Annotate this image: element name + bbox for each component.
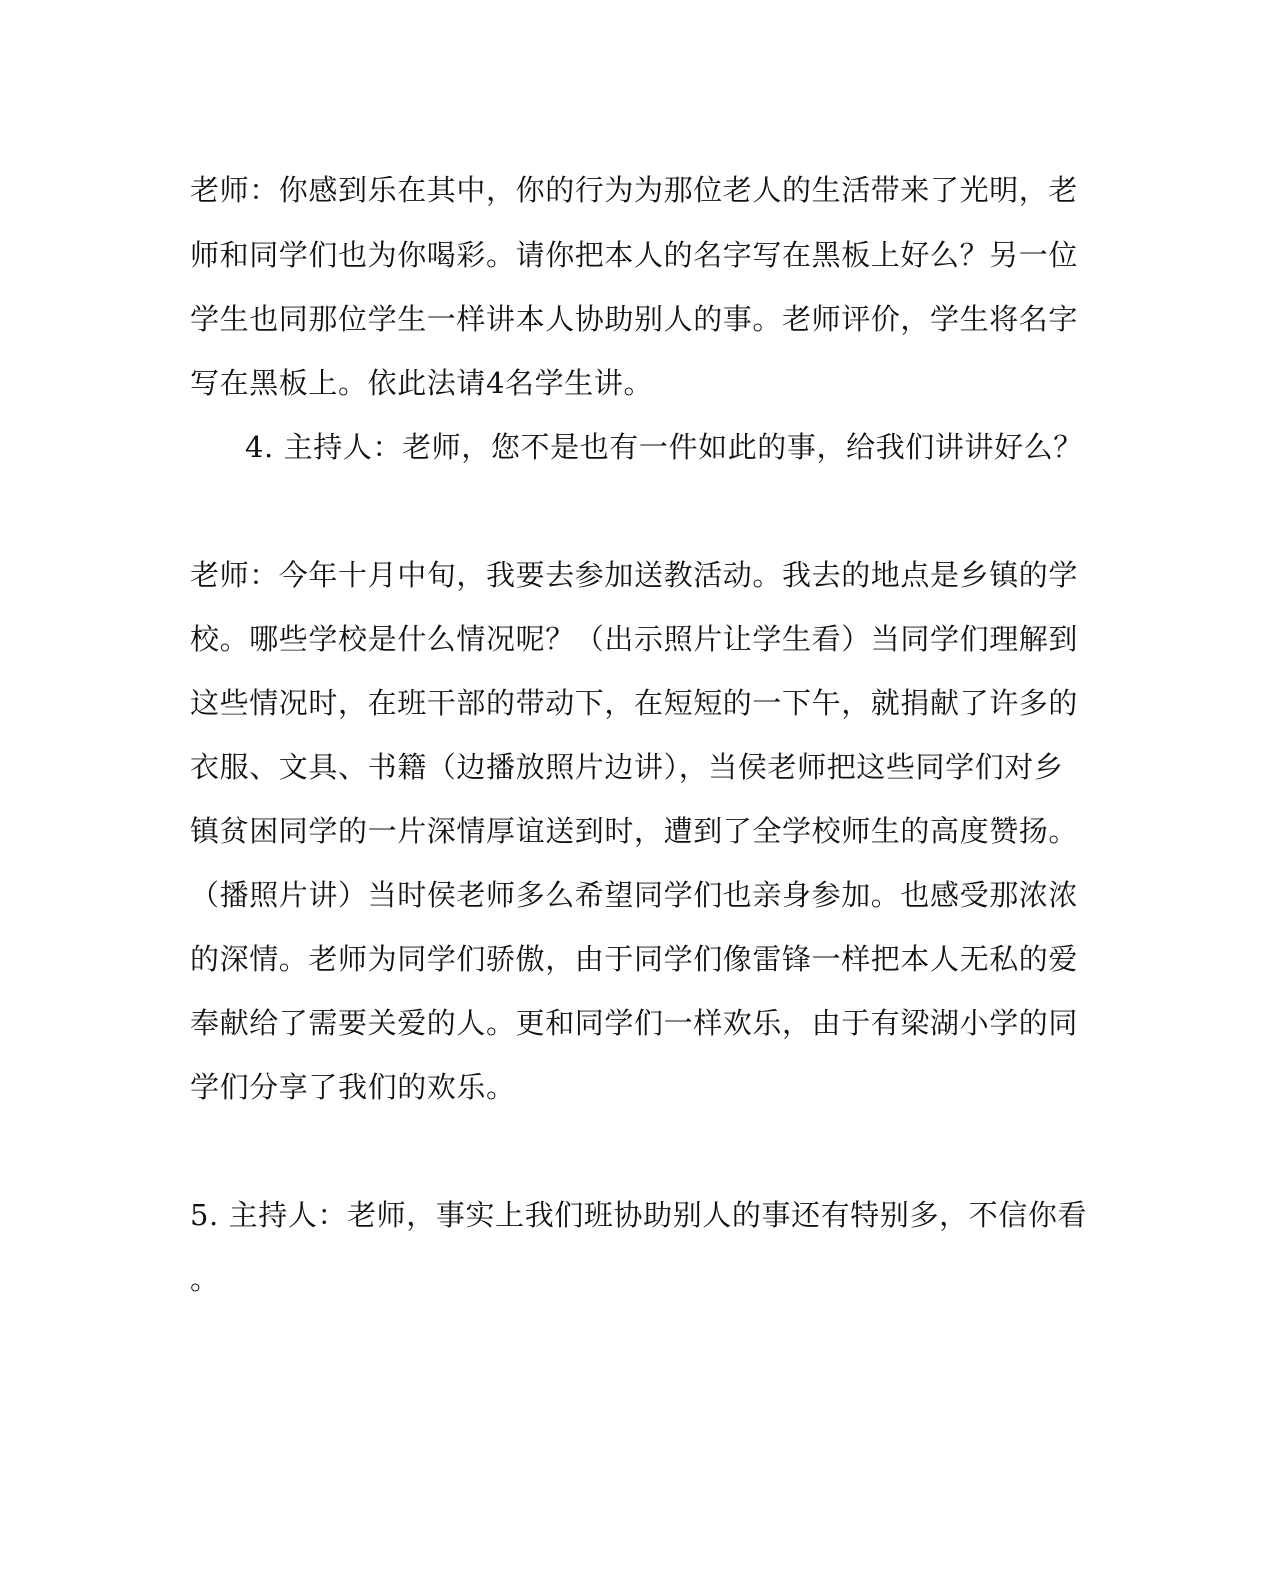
text-line: 奉献给了需要关爱的人。更和同学们一样欢乐，由于有梁湖小学的同: [190, 1006, 1079, 1040]
text-line: 衣服、文具、书籍（边播放照片边讲），当侯老师把这些同学们对乡: [190, 750, 1064, 784]
text-line: 5. 主持人：老师，事实上我们班协助别人的事还有特别多，不信你看: [190, 1198, 1088, 1232]
text-line: 这些情况时，在班干部的带动下，在短短的一下午，就捐献了许多的: [190, 686, 1079, 720]
text-line: 师和同学们也为你喝彩。请你把本人的名字写在黑板上好么？另一位: [190, 238, 1079, 272]
text-line: 老师：你感到乐在其中，你的行为为那位老人的生活带来了光明，老: [190, 173, 1079, 207]
text-line: 镇贫困同学的一片深情厚谊送到时，遭到了全学校师生的高度赞扬。: [190, 814, 1079, 848]
text-line: 学生也同那位学生一样讲本人协助别人的事。老师评价，学生将名字: [190, 302, 1079, 336]
text-line: 学们分享了我们的欢乐。: [190, 1070, 516, 1104]
text-line: 写在黑板上。依此法请4名学生讲。: [190, 366, 654, 400]
text-line: 的深情。老师为同学们骄傲，由于同学们像雷锋一样把本人无私的爱: [190, 942, 1079, 976]
text-line: 。: [190, 1262, 220, 1296]
text-line: 4. 主持人：老师，您不是也有一件如此的事，给我们讲讲好么？: [245, 430, 1083, 464]
text-line: 老师：今年十月中旬，我要去参加送教活动。我去的地点是乡镇的学: [190, 558, 1079, 592]
text-line: 校。哪些学校是什么情况呢？（出示照片让学生看）当同学们理解到: [190, 622, 1079, 656]
text-line: （播照片讲）当时侯老师多么希望同学们也亲身参加。也感受那浓浓: [190, 878, 1079, 912]
